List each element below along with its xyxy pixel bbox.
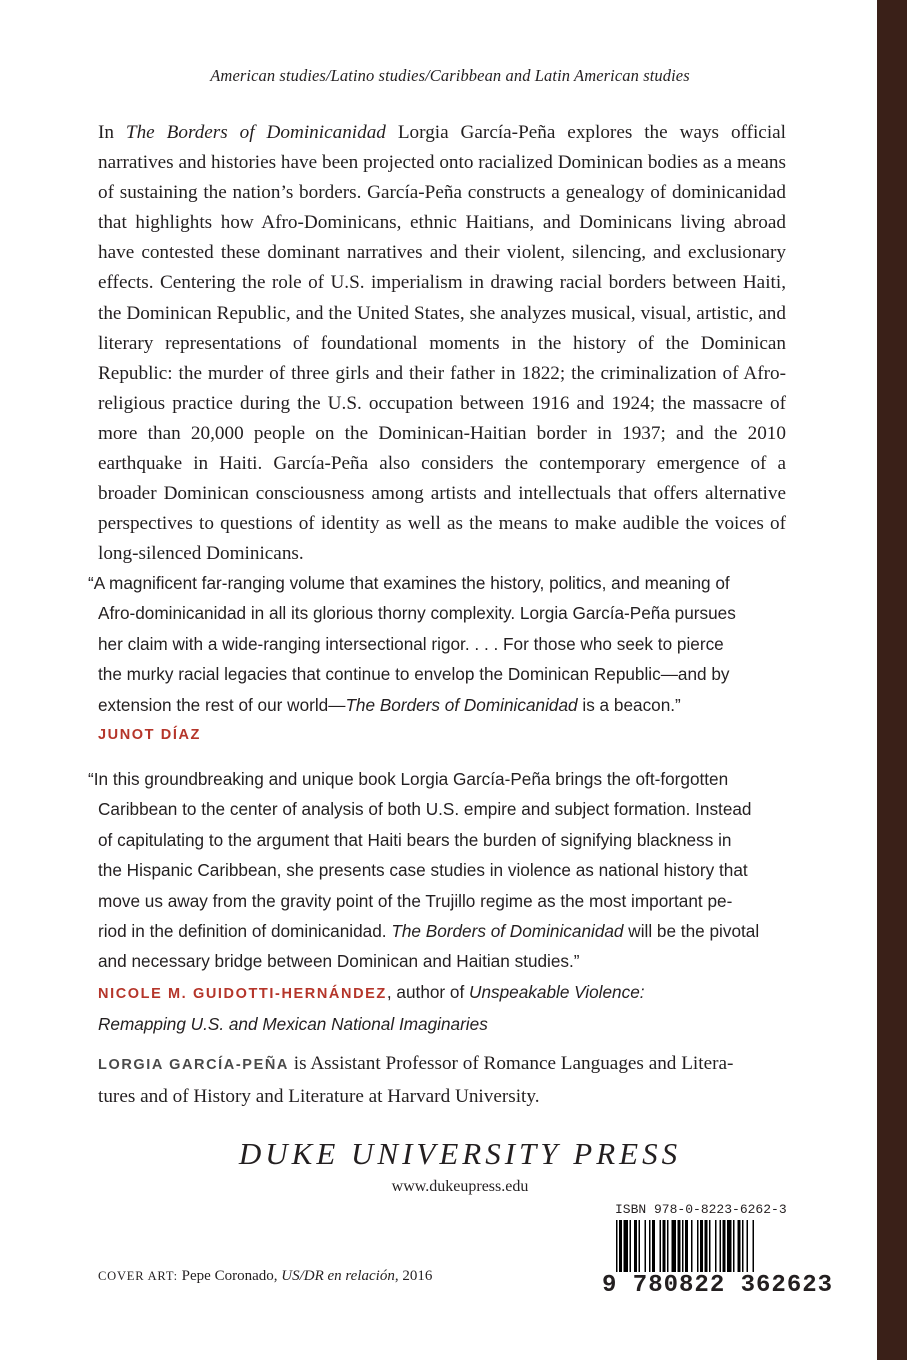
barcode-bar bbox=[705, 1220, 708, 1272]
blurb-line: her claim with a wide-ranging intersectional rigor. . . . For those who seek to pierce bbox=[98, 633, 724, 654]
credit-title: US/DR en relación bbox=[281, 1268, 395, 1284]
blurb-text: will be the pivotal bbox=[623, 921, 760, 942]
bio-text: is Assistant Professor of Romance Languages and Litera- bbox=[288, 1053, 734, 1074]
blurb-diaz bbox=[88, 568, 800, 750]
barcode-bar bbox=[660, 1220, 662, 1272]
credit-artist: Pepe Coronado, bbox=[177, 1268, 282, 1284]
blurb-book-title: The Borders of Dominicanidad bbox=[345, 694, 578, 715]
barcode-bar bbox=[685, 1220, 688, 1272]
blurb-author-book: Unspeakable Violence: bbox=[469, 981, 645, 1002]
blurb-book-title: The Borders of Dominicanidad bbox=[391, 921, 624, 942]
cover-art-credit bbox=[98, 1268, 432, 1285]
barcode-bar bbox=[667, 1220, 669, 1272]
bio-line: tures and of History and Literature at Harvard University. bbox=[98, 1086, 540, 1107]
barcode-bar bbox=[709, 1220, 711, 1272]
barcode-bar bbox=[753, 1220, 755, 1272]
blurb-line: “In this groundbreaking and unique book Lorgia García-Peña brings the oft-forgotten bbox=[88, 769, 729, 789]
barcode-bar bbox=[747, 1220, 749, 1272]
publisher-url: www.dukeupress.edu bbox=[391, 1178, 529, 1195]
blurb-text: extension the rest of our world— bbox=[98, 694, 346, 715]
barcode-bar bbox=[700, 1220, 703, 1272]
credit-year: , 2016 bbox=[394, 1268, 433, 1284]
barcode-bar bbox=[630, 1220, 632, 1272]
blurb-line: and necessary bridge between Dominican and Haitian studies.” bbox=[98, 951, 580, 972]
barcode-bar bbox=[715, 1220, 717, 1272]
barcode-bar bbox=[678, 1220, 681, 1272]
book-spine-edge bbox=[877, 0, 907, 1360]
barcode-bar bbox=[663, 1220, 666, 1272]
book-description bbox=[98, 118, 786, 569]
subject-category: American studies/Latino studies/Caribbean and Latin American studies bbox=[210, 66, 690, 85]
description-intro: In bbox=[98, 122, 126, 143]
barcode-bar bbox=[652, 1220, 655, 1272]
barcode-bar bbox=[672, 1220, 677, 1272]
blurb-author: JUNOT DÍAZ bbox=[98, 727, 201, 744]
barcode-bar bbox=[742, 1220, 744, 1272]
blurb-text: riod in the definition of dominicanidad. bbox=[98, 921, 392, 942]
barcode-bar bbox=[691, 1220, 693, 1272]
blurb-line: Afro-dominicanidad in all its glorious thorny complexity. Lorgia García-Peña pursues bbox=[98, 603, 736, 624]
barcode-bar bbox=[619, 1220, 622, 1272]
barcode-digits: 9 780822 362623 bbox=[602, 1272, 834, 1299]
blurb-line: the Hispanic Caribbean, she presents case studies in violence as national history that bbox=[98, 860, 748, 881]
barcode-bar bbox=[697, 1220, 699, 1272]
blurb-author: NICOLE M. GUIDOTTI-HERNÁNDEZ bbox=[98, 985, 387, 1002]
blurb-attribution bbox=[88, 977, 800, 1009]
barcode-bar bbox=[616, 1220, 618, 1272]
barcode-bar bbox=[727, 1220, 732, 1272]
blurb-line bbox=[88, 690, 800, 720]
barcode-bar bbox=[634, 1220, 637, 1272]
isbn-label: ISBN 978-0-8223-6262-3 bbox=[615, 1202, 787, 1217]
description-book-title: The Borders of Dominicanidad bbox=[125, 122, 386, 143]
blurb-line: the murky racial legacies that continue to envelop the Dominican Republic—and by bbox=[98, 664, 730, 685]
credit-label: COVER ART: bbox=[98, 1269, 178, 1283]
barcode-bar bbox=[649, 1220, 651, 1272]
barcode-bar bbox=[639, 1220, 641, 1272]
barcode-bar bbox=[738, 1220, 741, 1272]
bio-line bbox=[98, 1048, 788, 1081]
author-bio bbox=[98, 1048, 788, 1112]
barcode-bar bbox=[720, 1220, 722, 1272]
barcode-bar bbox=[682, 1220, 684, 1272]
blurb-line: of capitulating to the argument that Haiti bears the burden of signifying blackness in bbox=[98, 829, 732, 850]
publisher-name: DUKE UNIVERSITY PRESS bbox=[238, 1136, 682, 1171]
blurb-line: Caribbean to the center of analysis of both U.S. empire and subject formation. Instead bbox=[98, 799, 752, 820]
blurb-line bbox=[88, 916, 800, 946]
barcode-bar bbox=[645, 1220, 647, 1272]
blurb-author-book: Remapping U.S. and Mexican National Imaginaries bbox=[98, 1014, 488, 1035]
blurb-attribution-cont bbox=[88, 1009, 800, 1039]
barcode-bar bbox=[723, 1220, 726, 1272]
blurb-author-suffix: , author of bbox=[386, 981, 470, 1002]
blurb-line: “A magnificent far-ranging volume that examines the history, politics, and meaning of bbox=[88, 573, 730, 593]
blurb-line: move us away from the gravity point of the Trujillo regime as the most important pe- bbox=[98, 890, 733, 911]
barcode-bar bbox=[624, 1220, 629, 1272]
description-body: Lorgia García-Peña explores the ways official narratives and histories have been projected onto racialized Dominican bodies as a means of sustaining the nation’s borders. García-Peña constructs a genealogy of dominicanidad that highlights how Afro-Dominicans, ethnic Haitians, and Dominicans living abroad have contested these dominant narratives and their violent, silencing, and exclusionary effects. Centering the role of U.S. imperialism in drawing racial borders between Haiti, the Dominican Republic, and the United States, she analyzes musical, visual, artistic, and literary representations of foundational moments in the history of the Dominican Republic: the murder of three girls and their father in 1822; the criminalization of Afro-religious practice during the U.S. occupation between 1916 and 1924; the massacre of more than 20,000 people on the Dominican-Haitian border in 1937; and the 2010 earthquake in Haiti. García-Peña also considers the contemporary emergence of a broader Dominican consciousness among artists and intellectuals that offers alternative perspectives to questions of identity as well as the means to make audible the voices of long-silenced Dominicans. bbox=[98, 122, 787, 565]
blurb-text: is a beacon.” bbox=[577, 694, 681, 715]
barcode-bar bbox=[733, 1220, 735, 1272]
blurb-guidotti bbox=[88, 764, 800, 1040]
bio-author-name: LORGIA GARCÍA-PEÑA bbox=[98, 1057, 289, 1073]
